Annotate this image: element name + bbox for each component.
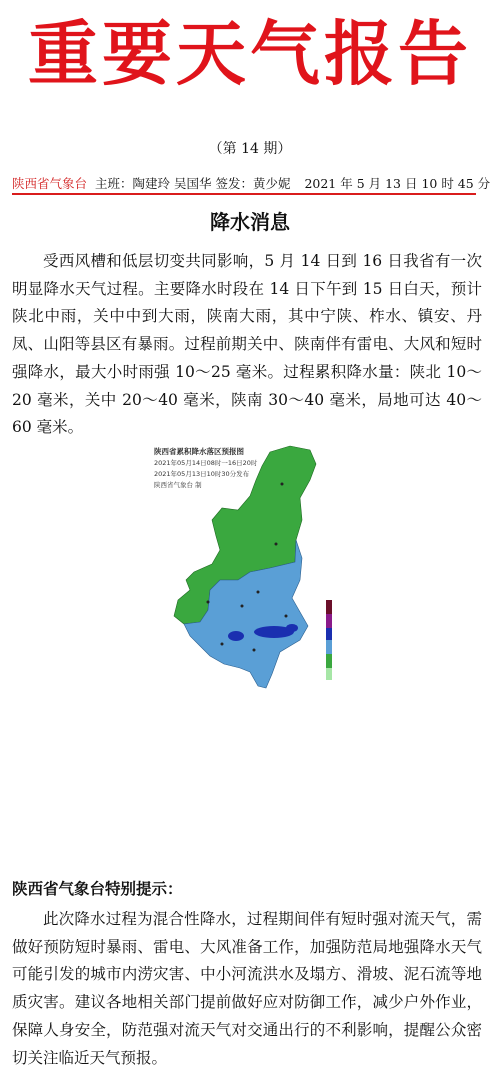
city-dot [253,649,256,652]
precipitation-map [150,440,350,710]
map-legend [326,600,332,680]
forecast-paragraph: 受西风槽和低层切变共同影响，5 月 14 日到 16 日我省有一次明显降水天气过程。主要降水时段在 14 日下午到 15 日白天，预计陕北中雨，关中中到大雨，陕南大雨，其中宁陕、柞水、镇安、丹凤、山阳等县区有暴雨。过程前期关中、陕南伴有雷电、大风和短时强降水，最大小时雨强 10～25 毫米。过程累积降水量：陕北 10～20 毫米，关中 20～40 毫米，陕南 30～40 毫米，局地可达 40～60 毫米。 [12,252,482,437]
city-dot [207,601,210,604]
city-dot [257,591,260,594]
issue-number: （第 14 期） [208,141,292,157]
map-issued: 2021年05月13日10时30分发布 [154,470,250,478]
report-meta-line [12,174,491,192]
map-issuer: 陕西省气象台 制 [154,481,202,489]
map-title: 陕西省累积降水落区预报图 [154,447,244,456]
map-heavy-rain-west [228,631,244,641]
city-dot [241,605,244,608]
tips-title: 陕西省气象台特别提示： [12,880,183,898]
city-dot [281,483,284,486]
staff-line: 主班：陶建玲 吴国华 签发：黄少妮 [95,176,291,191]
headline: 降水消息 [210,210,290,234]
header-divider [12,193,476,195]
map-heavy-rain-east2 [286,624,298,632]
city-dot [275,543,278,546]
shaanxi-map-svg [150,440,350,710]
city-dot [221,643,224,646]
city-dot [285,615,288,618]
report-masthead: 重要天气报告 [28,12,472,95]
issue-datetime: 2021 年 5 月 13 日 10 时 45 分 [304,176,491,191]
tips-paragraph: 此次降水过程为混合性降水，过程期间伴有短时强对流天气，需做好预防短时暴雨、雷电、大风准备工作，加强防范局地强降水天气可能引发的城市内涝灾害、中小河流洪水及塌方、滑坡、泥石流等地质灾害。建议各地相关部门提前做好应对防御工作，减少户外作业，保障人身安全，防范强对流天气对交通出行的不利影响，提醒公众密切关注临近天气预报。 [12,910,482,1067]
issuing-organization: 陕西省气象台 [12,176,88,191]
map-period: 2021年05月14日08时一16日20时 [154,459,258,467]
